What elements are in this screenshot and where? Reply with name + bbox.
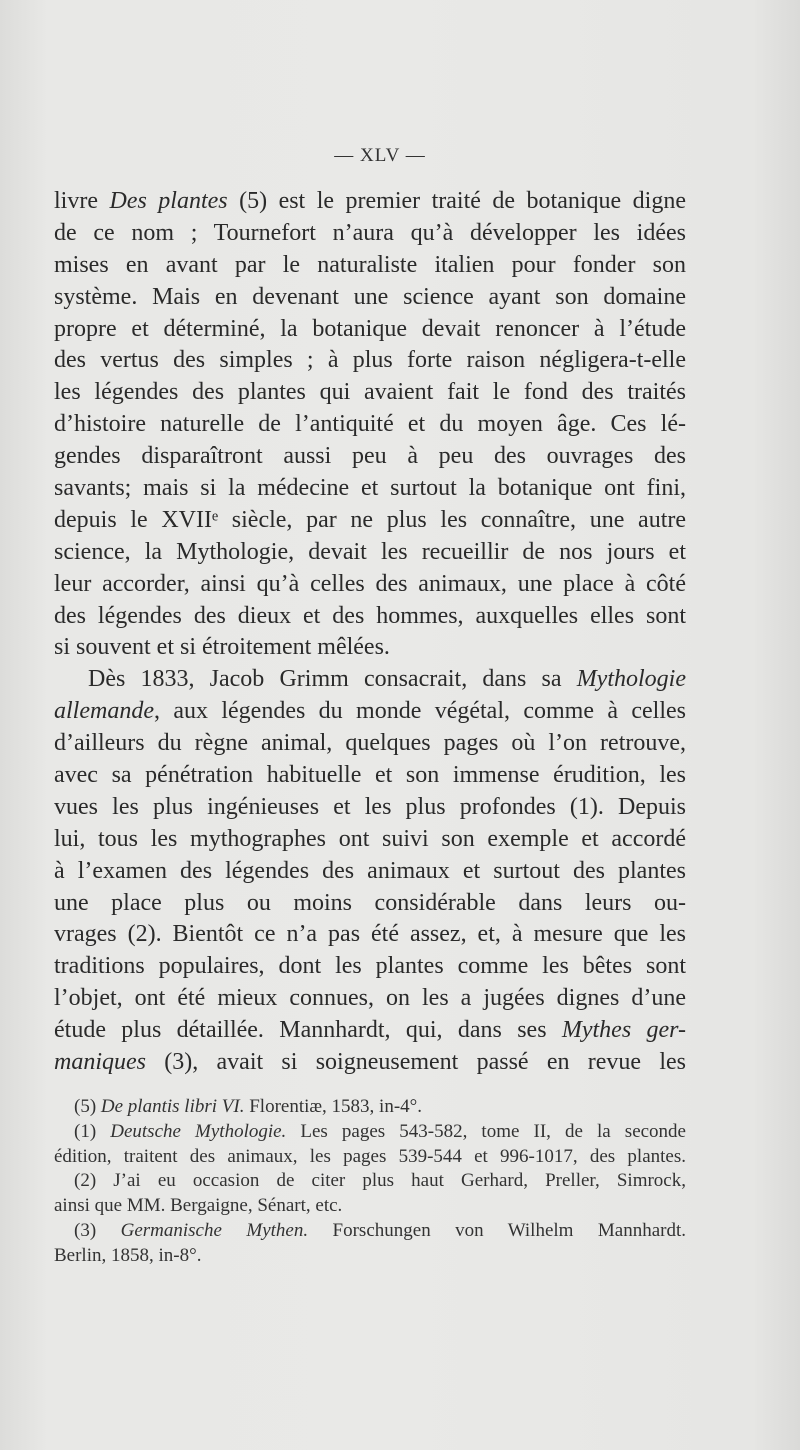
footnote-line [54,1120,686,1145]
footnote-line [54,1244,686,1269]
line-text: Forschungen von Wilhelm Mannhardt. [308,1219,687,1241]
line-text: Les pages 543-582, tome II, de la seconde [286,1120,686,1142]
line-text: vues les plus ingénieuses et les plus profondes (1). Depuis [54,793,686,820]
line-text: une place plus ou moins considérable dans leurs ou- [54,889,686,916]
line-text: Dès 1833, Jacob Grimm consacrait, dans sa [88,666,577,693]
body-line [54,1047,686,1079]
footnote-line [54,1194,686,1219]
body-line [54,569,686,601]
line-text: gendes disparaîtront aussi peu à peu des ouvrages des [54,443,686,470]
body-line [54,824,686,856]
line-text: (3), avait si soigneusement passé en revue les [146,1049,686,1076]
line-text: édition, traitent des animaux, les pages 539-544 et 996-1017, des plantes. [54,1145,686,1167]
footnote-line [54,1219,686,1244]
line-text: (1) [74,1120,111,1142]
body-line [54,601,686,633]
body-line [54,345,686,377]
line-text: des vertus des simples ; à plus forte raison négligera-t-elle [54,347,686,374]
line-text: Berlin, 1858, in-8°. [54,1244,202,1266]
line-text: (2) J’ai eu occasion de citer plus haut Gerhard, Preller, Simrock, [74,1170,686,1192]
line-text: système. Mais en devenant une science ayant son domaine [54,283,686,310]
running-head: — XLV — [334,145,426,166]
line-text: vrages (2). Bientôt ce n’a pas été assez, et, à mesure que les [54,921,686,948]
footnote-line [54,1169,686,1194]
body-line [54,728,686,760]
body-line [54,983,686,1015]
body-line [54,218,686,250]
italic-title: Deutsche Mythologie. [110,1120,287,1142]
body-line [54,505,686,537]
line-text: si souvent et si étroitement mêlées. [54,634,390,661]
italic-title: allemande [54,698,154,725]
body-line [54,250,686,282]
body-line [54,473,686,505]
body-line [54,919,686,951]
footnotes [54,1095,686,1269]
body-line [54,951,686,983]
line-text: d’ailleurs du règne animal, quelques pages où l’on retrouve, [54,730,686,757]
body-line [54,664,686,696]
italic-title: De plantis libri VI. [100,1096,245,1117]
line-text: lui, tous les mythographes ont suivi son exemple et accordé [54,825,686,852]
body-text [54,186,686,1079]
line-text: livre [54,188,110,214]
line-text: Florentiæ, 1583, in-4°. [244,1096,423,1117]
line-text: les légendes des plantes qui avaient fait le fond des traités [54,379,686,406]
body-line [54,377,686,409]
body-line [54,282,686,314]
line-text: science, la Mythologie, devait les recueillir de nos jours et [54,538,686,565]
line-text: depuis le XVIIᵉ siècle, par ne plus les connaître, une autre [54,506,686,533]
line-text: savants; mais si la médecine et surtout la botanique ont fini, [54,475,686,502]
line-text: étude plus détaillée. Mannhardt, qui, dans ses [54,1017,562,1044]
body-line [54,888,686,920]
body-line [54,632,686,664]
line-text: traditions populaires, dont les plantes comme les bêtes sont [54,953,686,980]
line-text: , aux légendes du monde végétal, comme à celles [153,698,686,725]
body-line [54,537,686,569]
body-line [54,760,686,792]
italic-title: Des plantes [109,188,228,214]
body-line [54,314,686,346]
line-text: avec sa pénétration habituelle et son immense érudition, les [54,762,686,789]
line-text: leur accorder, ainsi qu’à celles des animaux, une place à côté [54,570,686,597]
footnote-line [54,1095,686,1120]
footnote-line [54,1145,686,1170]
body-line [54,186,686,218]
italic-title: Mythes ger- [561,1017,686,1044]
body-line [54,856,686,888]
body-line [54,792,686,824]
line-text: d’histoire naturelle de l’antiquité et du moyen âge. Ces lé- [54,411,686,438]
line-text: à l’examen des légendes des animaux et surtout des plantes [54,857,686,884]
line-text: (5) [74,1096,101,1117]
line-text: ainsi que MM. Bergaigne, Sénart, etc. [54,1195,343,1217]
line-text: mises en avant par le naturaliste italien pour fonder son [54,251,686,278]
line-text: (5) est le premier traité de botanique digne [227,188,686,214]
line-text: l’objet, ont été mieux connues, on les a jugées dignes d’une [54,985,686,1012]
body-line [54,696,686,728]
line-text: des légendes des dieux et des hommes, auxquelles elles sont [54,602,686,629]
body-line [54,1015,686,1047]
line-text: (3) [74,1219,121,1241]
line-text: de ce nom ; Tournefort n’aura qu’à développer les idées [54,219,686,246]
body-line [54,409,686,441]
italic-title: Germanische Mythen. [120,1219,309,1241]
line-text: propre et déterminé, la botanique devait renoncer à l’étude [54,315,686,342]
italic-title: Mythologie [576,666,686,693]
italic-title: maniques [54,1049,146,1076]
body-line [54,441,686,473]
